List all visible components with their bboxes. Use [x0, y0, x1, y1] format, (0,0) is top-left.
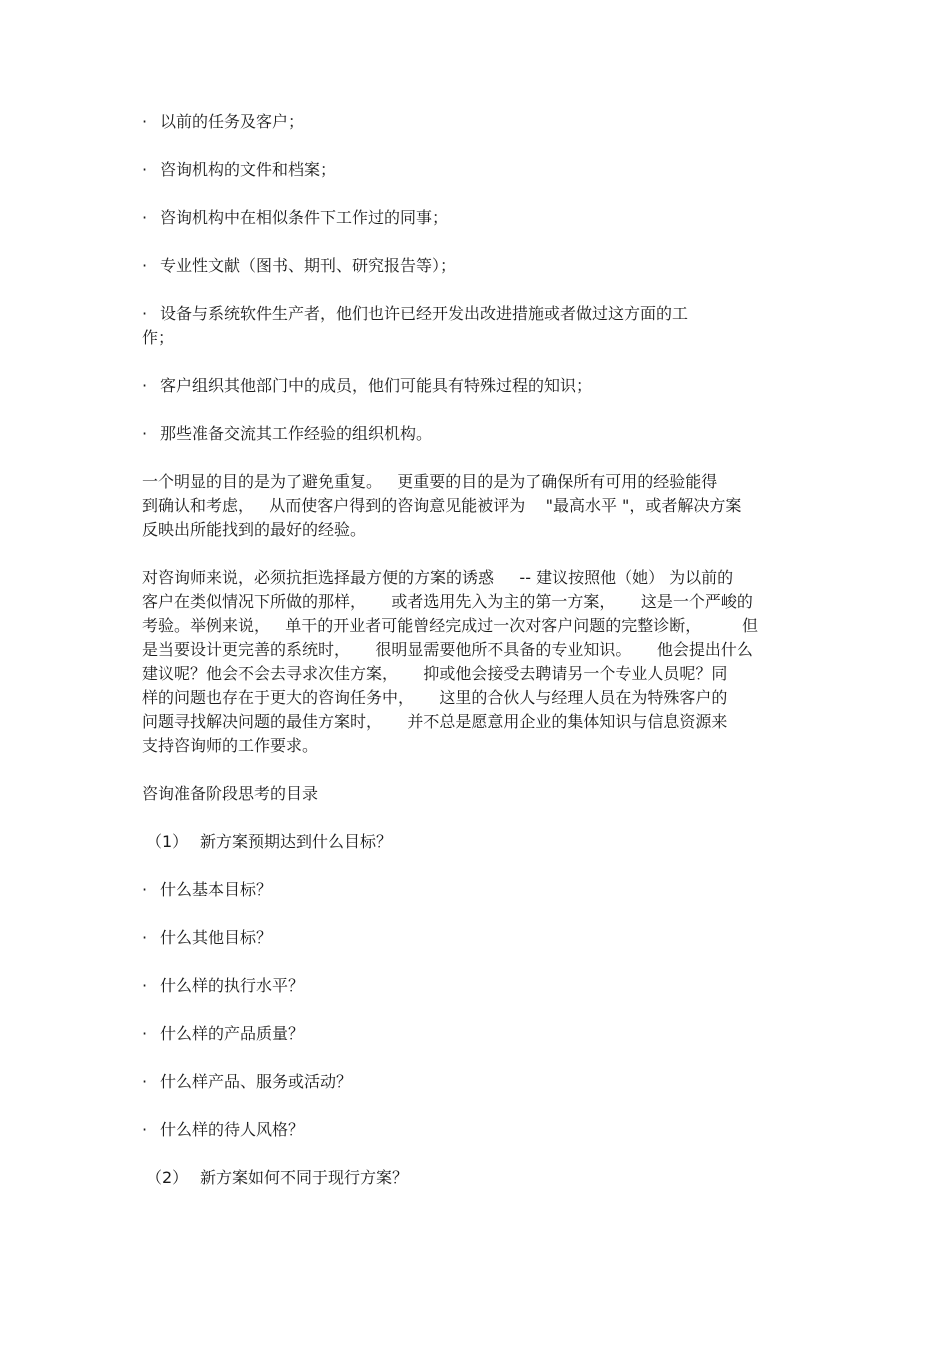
list-item-continuation: 作； — [142, 328, 175, 347]
paragraph-line: 到确认和考虑， 从而使客户得到的咨询意见能被评为 "最高水平 "，或者解决方案 — [142, 496, 742, 515]
list-item — [142, 974, 812, 998]
paragraph-consultant — [142, 566, 812, 758]
paragraph-line: 是当要设计更完善的系统时， 很明显需要他所不具备的专业知识。 他会提出什么 — [142, 640, 753, 659]
bullet: · — [142, 1024, 148, 1043]
list-item — [142, 110, 812, 134]
list-item — [142, 158, 812, 182]
paragraph-line: 问题寻找解决问题的最佳方案时， 并不总是愿意用企业的集体知识与信息资源来 — [142, 712, 728, 731]
bullet: · — [142, 1120, 148, 1139]
bullet: · — [142, 112, 148, 131]
list-item — [142, 374, 812, 398]
list-item-text: 咨询机构的文件和档案； — [160, 160, 337, 179]
list-item-text: 什么基本目标？ — [160, 880, 273, 899]
list-item-text: 专业性文献（图书、期刊、研究报告等）； — [160, 256, 457, 275]
paragraph-purpose — [142, 470, 812, 542]
list-item-text: 设备与系统软件生产者，他们也许已经开发出改进措施或者做过这方面的工 — [160, 304, 689, 323]
paragraph-line: 对咨询师来说，必须抗拒选择最方便的方案的诱惑 -- 建议按照他（她） 为以前的 — [142, 568, 734, 587]
question-title: 新方案预期达到什么目标？ — [200, 832, 393, 851]
list-item-text: 咨询机构中在相似条件下工作过的同事； — [160, 208, 449, 227]
bullet: · — [142, 928, 148, 947]
list-item-text: 什么样的产品质量？ — [160, 1024, 305, 1043]
list-item-text: 以前的任务及客户； — [160, 112, 305, 131]
list-item — [142, 1022, 812, 1046]
section-heading: 咨询准备阶段思考的目录 — [142, 784, 319, 803]
list-item-text: 什么样的执行水平？ — [160, 976, 305, 995]
list-item — [142, 1070, 812, 1094]
paragraph-line: 建议呢？他会不会去寻求次佳方案， 抑或他会接受去聘请另一个专业人员呢？同 — [142, 664, 728, 683]
question-number: （1） — [146, 832, 189, 851]
numbered-question-2 — [142, 1166, 812, 1190]
list-item — [142, 926, 812, 950]
paragraph-line: 反映出所能找到的最好的经验。 — [142, 520, 367, 539]
bullet: · — [142, 256, 148, 275]
bullet: · — [142, 160, 148, 179]
question-title: 新方案如何不同于现行方案？ — [200, 1168, 409, 1187]
document-page — [142, 110, 812, 1214]
paragraph-line: 客户在类似情况下所做的那样， 或者选用先入为主的第一方案， 这是一个严峻的 — [142, 592, 753, 611]
list-item — [142, 878, 812, 902]
bullet: · — [142, 1072, 148, 1091]
bullet: · — [142, 304, 148, 323]
list-item-text: 什么其他目标？ — [160, 928, 273, 947]
bullet: · — [142, 376, 148, 395]
bullet: · — [142, 424, 148, 443]
bullet: · — [142, 976, 148, 995]
list-item-text: 什么样产品、服务或活动？ — [160, 1072, 353, 1091]
list-item — [142, 302, 812, 350]
bullet: · — [142, 208, 148, 227]
list-item — [142, 1118, 812, 1142]
list-item-text: 客户组织其他部门中的成员，他们可能具有特殊过程的知识； — [160, 376, 593, 395]
list-item — [142, 254, 812, 278]
list-item-text: 那些准备交流其工作经验的组织机构。 — [160, 424, 433, 443]
list-item-text: 什么样的待人风格？ — [160, 1120, 305, 1139]
list-item — [142, 206, 812, 230]
paragraph-line: 考验。举例来说， 单干的开业者可能曾经完成过一次对客户问题的完整诊断， 但 — [142, 616, 758, 635]
paragraph-line: 支持咨询师的工作要求。 — [142, 736, 319, 755]
numbered-question-1 — [142, 830, 812, 854]
list-item — [142, 422, 812, 446]
bullet: · — [142, 880, 148, 899]
question-number: （2） — [146, 1168, 189, 1187]
paragraph-line: 样的问题也存在于更大的咨询任务中， 这里的合伙人与经理人员在为特殊客户的 — [142, 688, 728, 707]
paragraph-line: 一个明显的目的是为了避免重复。 更重要的目的是为了确保所有可用的经验能得 — [142, 472, 718, 491]
